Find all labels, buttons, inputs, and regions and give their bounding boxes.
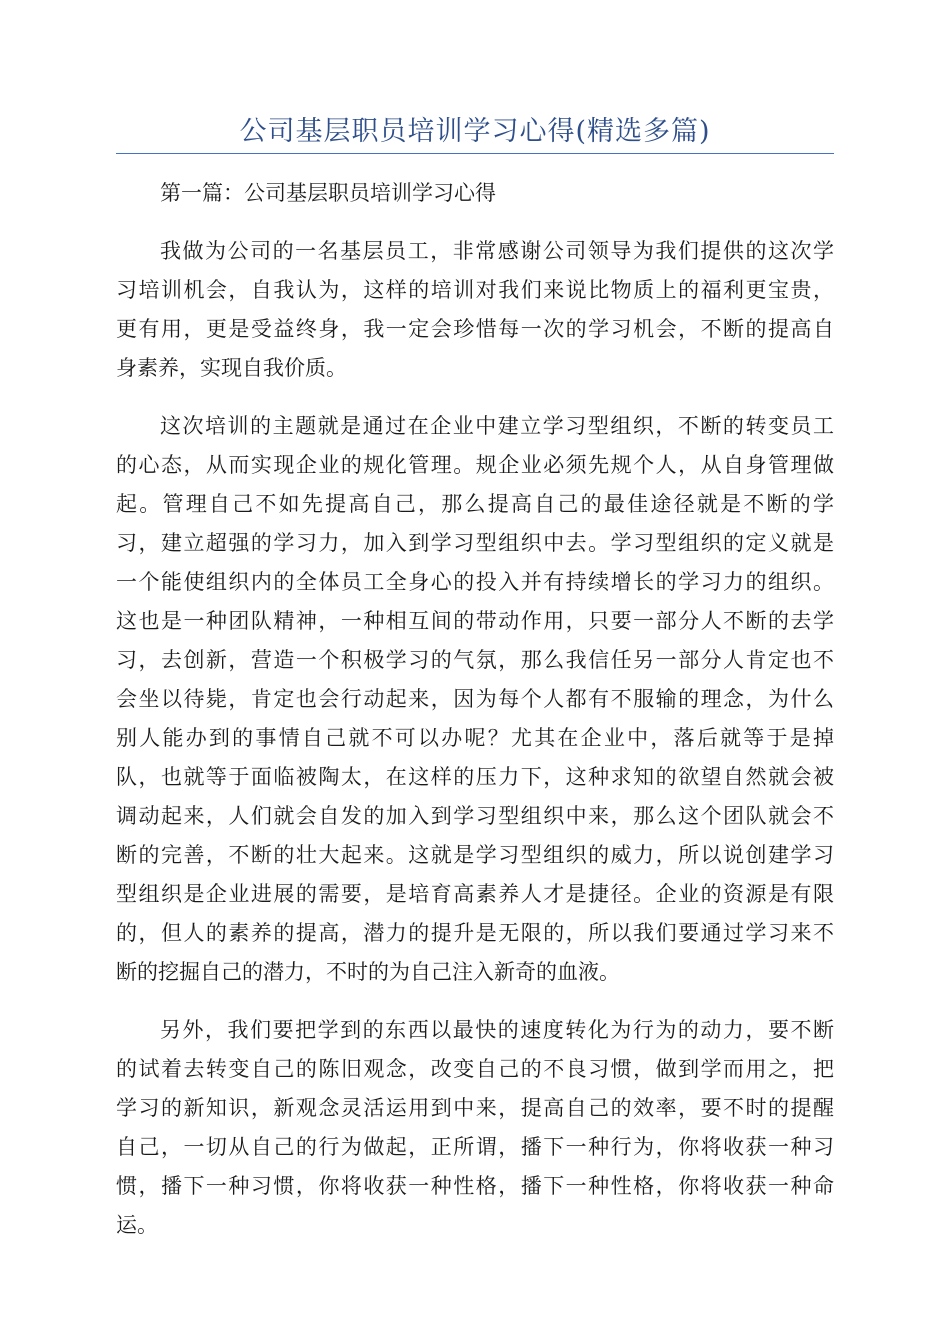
- section-heading: 第一篇：公司基层职员培训学习心得: [160, 181, 496, 205]
- paragraph-line: 起。管理自己不如先提高自己，那么提高自己的最佳途径就是不断的学: [116, 492, 834, 516]
- paragraph-line: 别人能办到的事情自己就不可以办呢？尤其在企业中，落后就等于是掉: [116, 726, 834, 750]
- paragraph-line: 另外，我们要把学到的东西以最快的速度转化为行为的动力，要不断: [160, 1018, 834, 1042]
- paragraph: [116, 407, 834, 992]
- document-title: 公司基层职员培训学习心得(精选多篇): [239, 116, 711, 147]
- paragraph-list: [116, 232, 834, 1245]
- paragraph-line: 这也是一种团队精神，一种相互间的带动作用，只要一部分人不断的去学: [116, 609, 834, 633]
- paragraph-line: 我做为公司的一名基层员工，非常感谢公司领导为我们提供的这次学: [160, 239, 834, 263]
- paragraph: [116, 232, 834, 388]
- paragraph-line: 自己，一切从自己的行为做起，正所谓，播下一种行为，你将收获一种习: [116, 1135, 834, 1159]
- paragraph-line: 习，去创新，营造一个积极学习的气氛，那么我信任另一部分人肯定也不: [116, 648, 834, 672]
- paragraph: [116, 1011, 834, 1245]
- paragraph-line: 的心态，从而实现企业的规化管理。规企业必须先规个人，从自身管理做: [116, 453, 834, 477]
- title-underline-rule: [116, 153, 834, 154]
- paragraph-line: 身素养，实现自我价质。: [116, 356, 347, 380]
- paragraph-line: 断的挖掘自己的潜力，不时的为自己注入新奇的血液。: [116, 960, 620, 984]
- paragraph-line: 的，但人的素养的提高，潜力的提升是无限的，所以我们要通过学习来不: [116, 921, 834, 945]
- paragraph-line: 惯，播下一种习惯，你将收获一种性格，播下一种性格，你将收获一种命: [116, 1174, 834, 1198]
- paragraph-line: 一个能使组织内的全体员工全身心的投入并有持续增长的学习力的组织。: [116, 570, 834, 594]
- document-body: [116, 174, 834, 1264]
- paragraph-line: 队，也就等于面临被陶太，在这样的压力下，这种求知的欲望自然就会被: [116, 765, 834, 789]
- paragraph-line: 型组织是企业进展的需要，是培育高素养人才是捷径。企业的资源是有限: [116, 882, 834, 906]
- paragraph-line: 断的完善，不断的壮大起来。这就是学习型组织的威力，所以说创建学习: [116, 843, 834, 867]
- paragraph-line: 习培训机会，自我认为，这样的培训对我们来说比物质上的福利更宝贵，: [116, 278, 834, 302]
- paragraph-line: 学习的新知识，新观念灵活运用到中来，提高自己的效率，要不时的提醒: [116, 1096, 834, 1120]
- paragraph-line: 调动起来，人们就会自发的加入到学习型组织中来，那么这个团队就会不: [116, 804, 834, 828]
- paragraph-line: 习，建立超强的学习力，加入到学习型组织中去。学习型组织的定义就是: [116, 531, 834, 555]
- paragraph-line: 的试着去转变自己的陈旧观念，改变自己的不良习惯，做到学而用之，把: [116, 1057, 834, 1081]
- paragraph-line: 更有用，更是受益终身，我一定会珍惜每一次的学习机会，不断的提高自: [116, 317, 834, 341]
- paragraph-line: 这次培训的主题就是通过在企业中建立学习型组织，不断的转变员工: [160, 414, 834, 438]
- paragraph-line: 会坐以待毙，肯定也会行动起来，因为每个人都有不服输的理念，为什么: [116, 687, 834, 711]
- paragraph-line: 运。: [116, 1213, 158, 1237]
